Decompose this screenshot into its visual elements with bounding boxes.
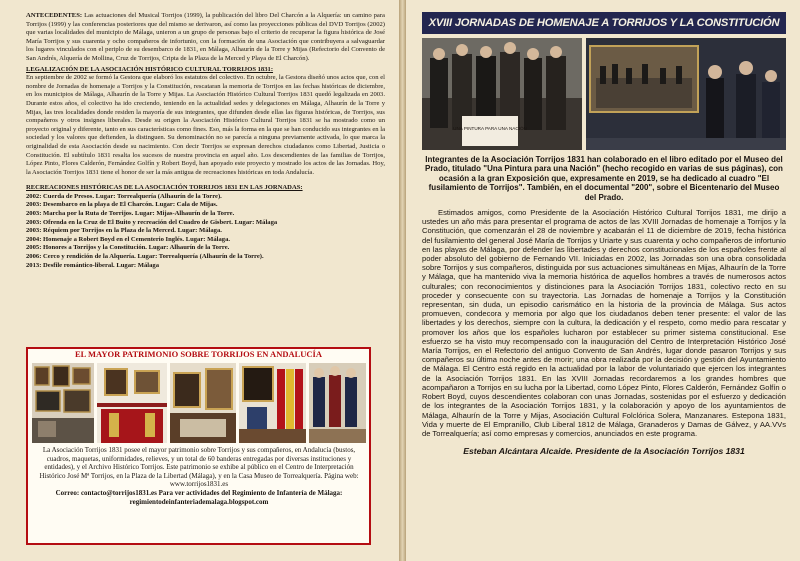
page-gutter bbox=[399, 0, 406, 561]
flags-room-image bbox=[239, 363, 306, 443]
legalizacion-heading: LEGALIZACIÓN DE LA ASOCIACIÓN HISTÓRICO CULTURAL TORRIJOS 1831: bbox=[26, 65, 274, 73]
book-cover-photo bbox=[422, 38, 582, 150]
recreacion-item: 2004: Homenaje a Robert Boyd en el Cementerio Inglés. Lugar: Málaga. bbox=[26, 235, 231, 243]
recreacion-item: 2003: Ofrenda en la Cruz de El Buito y recreación del Cuadro de Gisbert. Lugar: Málaga bbox=[26, 218, 278, 226]
photo-caption: Integrantes de la Asociación Torrijos 1831 han colaborado en el libro editado por el Museo del Prado, titulado "Una Pintura para una Nación" (hecho recogido en varias de sus páginas), con ocasión a la gran Exposición que, expresamente en 2019, se ha dedicado al cuadro "El fusilamiento de Torrijos". También, en el documental "200", sobre el Bicentenario del Museo del Prado. bbox=[425, 155, 783, 202]
ceremony-photo bbox=[586, 38, 786, 150]
patrimonio-contact: Correo: contacto@torrijos1831.es Para ver actividades del Regimiento de Infantería de Málaga: regimientodeinfanteriademalaga.blogspot.com bbox=[55, 488, 343, 506]
museum-photos bbox=[32, 363, 366, 443]
painting-exhibition-image bbox=[586, 38, 786, 150]
legalizacion-text: En septiembre de 2002 se formó la Gestora que elaboró los estatutos del colectivo. En octubre, la Gestora diseñó unos actos que, con el nombre de Jornadas de homenaje a Torrijos y la Constitución, rescataran la memoria de Torrijos en las fechas históricas de diciembre, en los municipios de Málaga, Alhaurín de la Torre y Mijas. La Asociación Histórico Cultural Torrijos 1831 quedó legalizada en 2003. Durante estos años, el colectivo ha ido creciendo, teniendo en la actualidad sedes y delegaciones en Málaga, Alhaurín de la Torre y Mijas, las tres localidades donde residen la mayoría de sus integrantes, que difunden desde ellas las figuras históricas, de Torrijos, sus compañeros y otros insignes liberales. Desde su origen la Asociación Histórico Cultural Torrijos 1831 se ha mostrado como un proyecto original y diferente, tanto en sus características como fines. Eso, más la forma en la que se han conducido sus integrantes en la sociedad y los valores que defienden, la distinguen. Su denominación no se parecía a ninguna previamente activada, lo que marca la originalidad de esta Asociación desde su nacimiento. Con decir Torrijos se expresan derechos ciudadanos como Libertad, Justicia o Constitución. El subtítulo 1831 resalta los sucesos de nuestra provincia en aquel año. Los descendientes de las familias de Torrijos, López Pinto, Flores Calderón, Fernández Golfín y Robert Boyd, han apoyado este proyecto y mostrado los actos de las Jornadas. Hoy, la Asociación Torrijos 1831 tiene el honor de ser la más antigua de recreaciones históricas en toda Andalucía. bbox=[26, 74, 385, 176]
recreaciones-list bbox=[26, 193, 385, 270]
patrimonio-text: La Asociación Torrijos 1831 posee el mayor patrimonio sobre Torrijos y sus compañeros, en Andalucía (bustos, cuadros, maquetas, uniformidades, relieves, y un total de 60 banderas entregadas por diversas instituciones y entidades), y el Archivo Histórico Torrijos. Este patrimonio se exhibe al público en el Centro de Interpretación Histórico José Mª Torrijos, en la Plaza de la Libertad (Málaga), y en la Casa Museo de Torrealquería. Página web: www.torrijos1831.es bbox=[39, 446, 359, 489]
president-signature: Esteban Alcántara Alcaide. Presidente de la Asociación Torrijos 1831 bbox=[463, 446, 745, 457]
recreacion-item: 2005: Honores a Torrijos y la Constitución. Lugar: Alhaurín de la Torre. bbox=[26, 244, 230, 252]
recreacion-item: 2002: Cuerda de Presos. Lugar: Torrealquería (Alhaurín de la Torre). bbox=[26, 192, 222, 200]
museum-photo-flags bbox=[239, 363, 306, 443]
museum-photo-hall bbox=[97, 363, 167, 443]
antecedentes-paragraph bbox=[26, 12, 385, 64]
book-title: UNA PINTURA PARA UNA NACIÓN bbox=[453, 126, 527, 131]
exhibition-hall-image bbox=[97, 363, 167, 443]
antecedentes-text: Las actuaciones del Musical Torrijos (1999), la publicación del libro Del Charcón a la Alquería: un camino para Torrijos (1999) y las conferencias posteriores que del mismo se derivaron, así como las proyecciones públicas del DVD Torrijos (2002) que varias localidades del municipio de Málaga, unieron a un grupo de personas bajo el criterio de recuperar la figura histórica de José María Torrijos y sus cuarenta y ocho compañeros de infortunio, con la formación de una Asociación que contribuyera a salvaguardar los lugares vinculados con el periplo de su desembarco de 1831, en Málaga, Alhaurín de la Torre y Mijas (Refectorio del Convento de San Andrés, Alquería de Mollina, Cruz de Torrijos, Cripta de la Plaza de la Merced y Playa de El Charcón). bbox=[26, 12, 385, 62]
book-cover-image bbox=[422, 38, 582, 150]
portrait-wall-image bbox=[32, 363, 94, 443]
museum-photo-uniforms bbox=[309, 363, 366, 443]
uniforms-image bbox=[309, 363, 366, 443]
museum-photo-cabinet bbox=[170, 363, 236, 443]
left-page bbox=[0, 0, 399, 561]
museum-photo-wall bbox=[32, 363, 94, 443]
event-photos bbox=[422, 38, 786, 150]
display-cabinet-image bbox=[170, 363, 236, 443]
patrimonio-text-block bbox=[38, 446, 360, 506]
recreaciones-heading: RECREACIONES HISTÓRICAS DE LA ASOCIACIÓN TORRIJOS 1831 EN LAS JORNADAS: bbox=[26, 184, 303, 192]
recreaciones-section bbox=[26, 184, 385, 270]
jornadas-header: XVIII JORNADAS DE HOMENAJE A TORRIJOS Y LA CONSTITUCIÓN bbox=[422, 12, 786, 34]
patrimonio-box bbox=[26, 347, 371, 545]
right-page bbox=[406, 0, 800, 561]
president-letter: Estimados amigos, como Presidente de la Asociación Histórico Cultural Torrijos 1831, me dirijo a ustedes un año más para presentar el programa de actos de las XVIII Jornadas de homenaje a Torrijos y la Constitución, que comenzarán el 28 de noviembre y acabarán el 11 de diciembre de 2019, fecha histórica del fusilamiento del general José María de Torrijos y Uriarte y sus cuarenta y ocho compañeros de infortunio en las playas de Málaga, por defender las libertades y derechos constitucionales de los españoles frente al poder absoluto del gobierno de Fernando VII. Iniciadas en 2002, las Jornadas son una obra consolidada sobre Torrijos y sus compañeros, distinguida por sus actuaciones simultáneas en Mijas, Alhaurín de la Torre y Málaga, que ha mantenido viva la memoria histórica de aquellos hombres a través de numerosos actos culturales; con reconocimientos y distinciones para la Asociación Torrijos 1831, colectivo recto en su proceder y consecuente con su trayectoria. Las Jornadas de homenaje a Torrijos y la Constitución representan, sin duda, un episodio carismático en la historia de la provincia de Málaga. Sus actos promueven, condecora y memoria por algo que los ciudadanos deben tener presente: el valor de las libertades y los derechos, siempre con la cultura, la dedicación y el respeto, como medio para rescatar y promover los años que los españoles lucharon por establecer su primer sistema constitucional. Ese esfuerzo se ha visto muy recompensado con la inauguración del Centro de Interpretación Histórico José María Torrijos, en el Refectorio del antiguo Convento de San Andrés, lugar donde pasaron Torrijos y sus compañeros su última noche antes de morir; una obra realizada por la decisión y gestión del Ayuntamiento de Málaga. El Centro está regido en la actualidad por la labor de voluntariado que ejercen los integrantes de la Asociación Torrijos 1831. En las XVIII Jornadas recordaremos a los grandes hombres que acompañaron a Torrijos en su lucha por la Libertad, como López Pinto, Flores Calderón, Fernández Golfín o Robert Boyd, cuyos descendientes colaboran con unas Jornadas, sostenidas por el esfuerzo y dedicación de los integrantes de la Asociación Torrijos 1831, y la colaboración y apoyo de los ayuntamientos de Málaga, Alhaurín de la Torre y Mijas, Asociación Cultural Folclórica Solera, Manzanares. Estepona 1831, Vida y muerte de El Empranillo, Club Liberal 1812 de Málaga, Granaderos y Damas de Gálvez, y AA.VVs de Torrealquería; así como empresas y comercios, anunciados en este programa. bbox=[422, 208, 786, 438]
recreacion-item: 2013: Desfile romántico-liberal. Lugar: Málaga bbox=[26, 261, 160, 269]
recreacion-item: 2006: Cerco y rendición de la Alquería. Lugar: Torrealquería (Alhaurín de la Torre). bbox=[26, 253, 264, 261]
antecedentes-label: ANTECEDENTES: bbox=[26, 12, 83, 19]
recreacion-item: 2003: Réquiem por Torrijos en la Plaza de la Merced. Lugar: Málaga. bbox=[26, 227, 222, 235]
recreacion-item: 2003: Desembarco en la playa de El Charcón. Lugar: Cala de Mijas. bbox=[26, 201, 218, 209]
patrimonio-title: EL MAYOR PATRIMONIO SOBRE TORRIJOS EN ANDALUCÍA bbox=[74, 349, 322, 359]
recreacion-item: 2003: Marcha por la Ruta de Torrijos. Lugar: Mijas-Alhaurín de la Torre. bbox=[26, 210, 235, 218]
